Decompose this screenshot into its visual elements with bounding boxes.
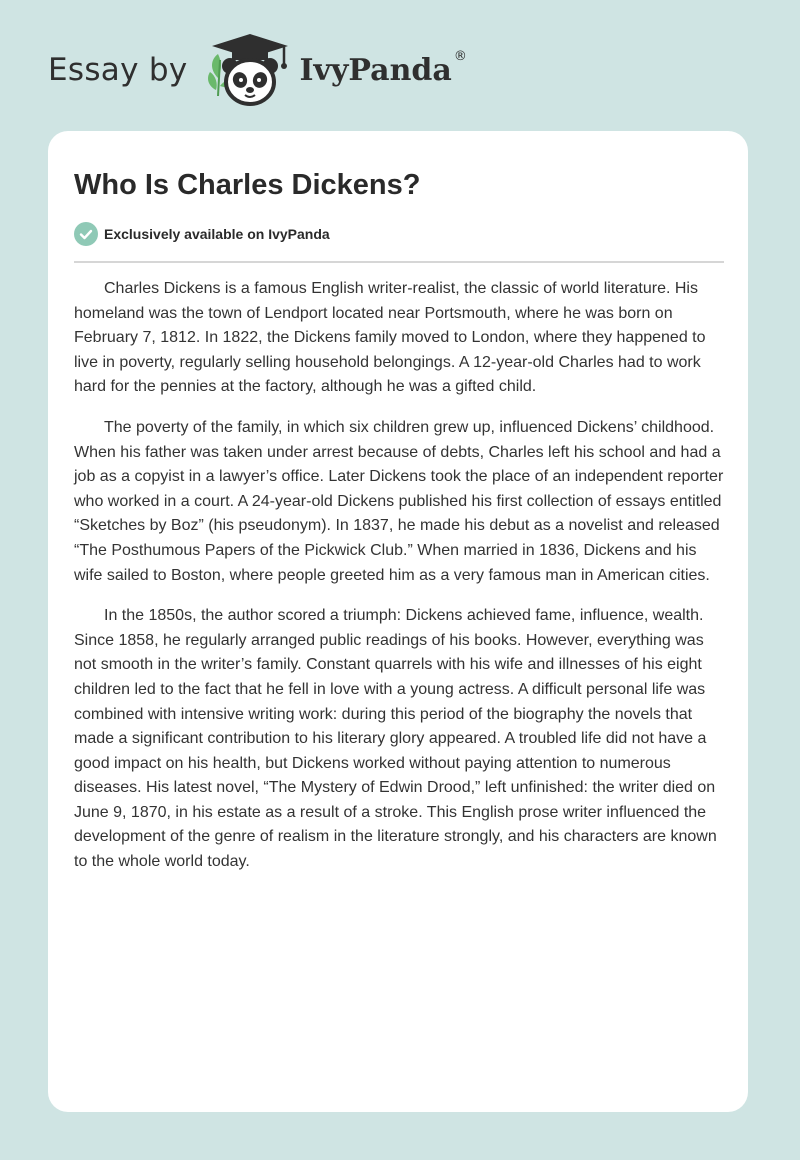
exclusive-badge-text: Exclusively available on IvyPanda (104, 226, 330, 242)
registered-mark: ® (453, 48, 467, 64)
panda-graduation-cap-icon (204, 30, 296, 110)
check-circle-icon (74, 222, 98, 246)
essay-paragraph-2: The poverty of the family, in which six children grew up, influenced Dickens’ childhood. When his father was taken under arrest because of debts, Charles left his school and had a job as a copyist in a lawyer’s office. Later Dickens took the place of an independent reporter who worked in a court. A 24-year-old Dickens published his first collection of essays entitled “Sketches by Boz” (his pseudonym). In 1837, he made his debut as a novelist and released “The Posthumous Papers of the Pickwick Club.” When married in 1836, Dickens and his wife sailed to Boston, where people greeted him as a very famous man in American cities. (74, 418, 724, 584)
essay-paragraph-1: Charles Dickens is a famous English writer-realist, the classic of world literature. His homeland was the town of Lendport located near Portsmouth, where he was born on February 7, 1812. In 1822, the Dickens family moved to London, where they happened to live in poverty, regularly selling household belongings. A 12-year-old Charles had to work hard for the pennies at the factory, although he was a gifted child. (74, 280, 706, 396)
essay-paragraph-3: In the 1850s, the author scored a triumph: Dickens achieved fame, influence, wealth. Since 1858, he regularly arranged public readings of his books. However, everything was not smooth in the writer’s family. Constant quarrels with his wife and illnesses of his eight children led to the fact that he fell in love with a young actress. A difficult personal life was combined with intensive writing work: during this period of the biography the novels that made a significant contribution to his literary glory appeared. A troubled life did not have a good impact on his health, but Dickens worked without paying attention to numerous diseases. His latest novel, “The Mystery of Edwin Drood,” left unfinished: the writer died on June 9, 1870, in his estate as a result of a stroke. This English prose writer influenced the development of the genre of realism in the literature strongly, and his characters are known to the whole world today. (74, 607, 717, 871)
brand-prefix: Essay by (48, 52, 188, 88)
essay-body (74, 277, 726, 891)
exclusive-badge (74, 222, 330, 246)
brand-name: IvyPanda (299, 52, 452, 88)
essay-card (48, 131, 748, 1112)
site-header-brand[interactable] (48, 30, 467, 110)
essay-title: Who Is Charles Dickens? (74, 169, 421, 201)
title-divider (74, 261, 724, 263)
